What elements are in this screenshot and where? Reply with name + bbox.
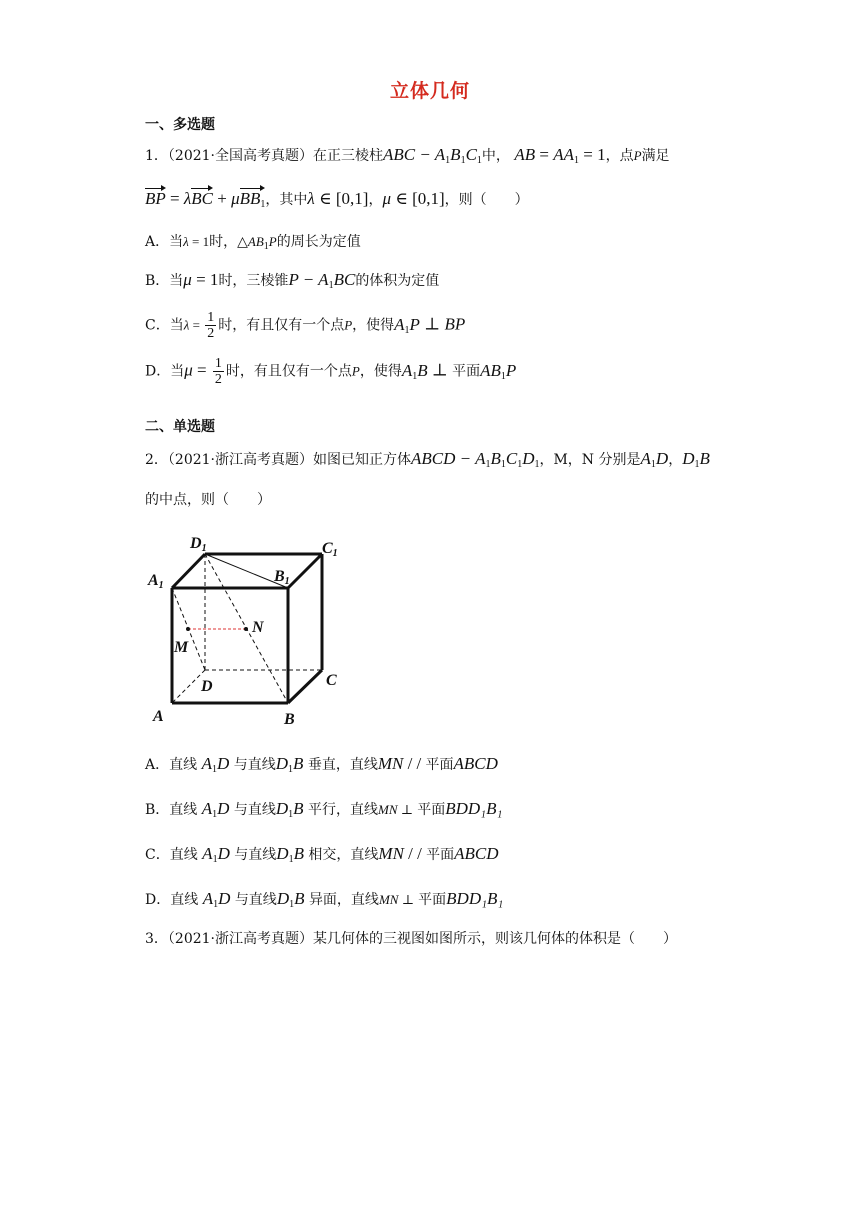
cube-figure <box>140 528 350 728</box>
q2-option-b: B．直线 $A_1D$ 与直线$D_1B$ 平行，直线MN ⊥ 平面BDD₁B₁ <box>145 799 503 820</box>
q1-option-c: C．当λ = $\frac{1}{2}$ 时，有且仅有一个点P，使得$A_1P$ ⊥ BP <box>145 310 466 341</box>
label-n: N <box>252 619 264 636</box>
label-b1: B1 <box>274 568 290 587</box>
label-d1: D1 <box>190 535 207 554</box>
q2-option-d: D．直线 $A_1D$ 与直线$D_1B$ 异面，直线MN ⊥ 平面BDD₁B₁ <box>145 889 504 910</box>
point-m <box>186 627 190 631</box>
page-title: 立体几何 <box>389 80 470 102</box>
label-c1: C1 <box>322 540 338 559</box>
q2-option-a: A．直线 $A_1D$ 与直线$D_1B$ 垂直，直线MN / / 平面ABCD <box>145 754 498 775</box>
label-a1: A1 <box>148 572 164 591</box>
section-heading-multi: 一、多选题 <box>145 117 215 133</box>
q2-stem: 2．（2021·浙江高考真题）如图已知正方体ABCD − $A_1B_1C_1D_1$，M，N 分别是$A_1D$，$D_1B$ <box>145 449 710 470</box>
label-b: B <box>284 711 295 728</box>
label-m: M <box>174 639 189 656</box>
label-a: A <box>153 708 164 725</box>
q2-option-c: C．直线 $A_1D$ 与直线$D_1B$ 相交，直线MN / / 平面ABCD <box>145 844 499 865</box>
q1-option-d: D．当μ = $\frac{1}{2}$ 时，有且仅有一个点P，使得$A_1B$ ⊥ 平面$AB_1P$ <box>145 356 517 387</box>
q1-option-a: A．当λ = 1时，$\triangle AB_1P$的周长为定值 <box>145 234 361 252</box>
section-heading-single: 二、单选题 <box>145 419 215 435</box>
label-c: C <box>326 672 337 689</box>
q1-stem-line2: BP = λBC + μBB$_1$，其中λ ∈ [0,1]，μ ∈ [0,1]，则（ ） <box>145 189 529 210</box>
q1-option-b: B．当μ = 1时，三棱锥$P - A_1BC$的体积为定值 <box>145 270 440 291</box>
q3-stem: 3．（2021·浙江高考真题）某几何体的三视图如图所示，则该几何体的体积是（ ） <box>145 931 678 947</box>
point-n <box>244 627 248 631</box>
q1-stem: 1．（2021·全国高考真题）在正三棱柱ABC − $A_1B_1C_1$中， AB = $AA_1 = 1$，点P满足 <box>145 145 670 166</box>
q2-stem-line2: 的中点，则（ ） <box>145 492 271 508</box>
label-d: D <box>201 678 213 695</box>
